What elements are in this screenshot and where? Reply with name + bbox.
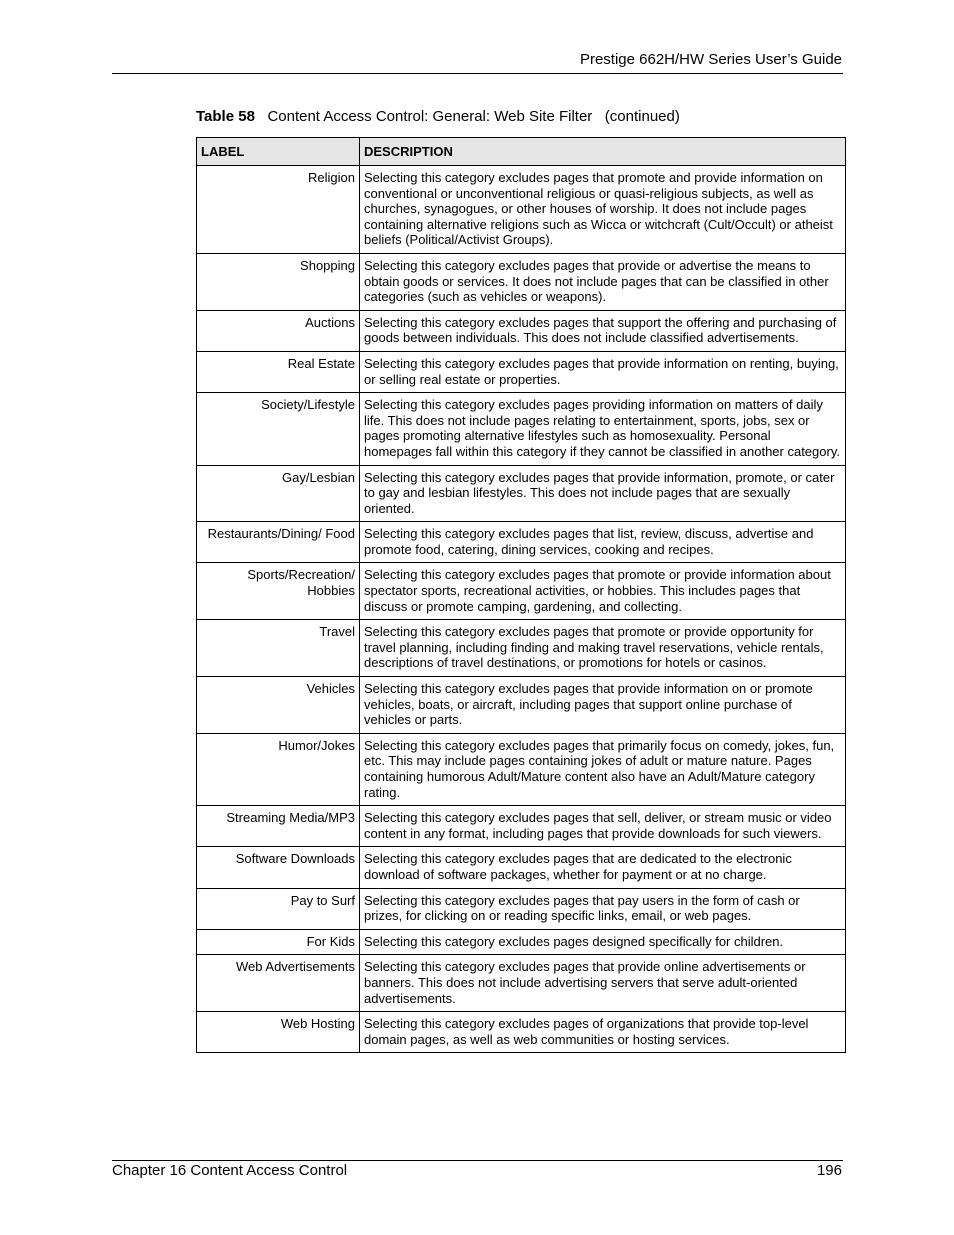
row-description: Selecting this category excludes pages that sell, deliver, or stream music or video content in any format, including pages that provide downloads for such viewers.: [360, 806, 846, 847]
row-description: Selecting this category excludes pages designed specifically for children.: [360, 929, 846, 955]
row-description: Selecting this category excludes pages that provide information on or promote vehicles, boats, or aircraft, including pages that support online purchase of vehicles or parts.: [360, 677, 846, 734]
table-row: [197, 310, 846, 351]
table-row: [197, 253, 846, 310]
table-row: [197, 465, 846, 522]
row-label: Web Advertisements: [197, 955, 360, 1012]
table-row: [197, 1012, 846, 1053]
row-description: Selecting this category excludes pages that pay users in the form of cash or prizes, for clicking on or reading specific links, email, or web pages.: [360, 888, 846, 929]
row-description: Selecting this category excludes pages that promote or provide information about spectator sports, recreational activities, or hobbies. This includes pages that discuss or promote camping, gardening, and collecting.: [360, 563, 846, 620]
row-label: Vehicles: [197, 677, 360, 734]
row-label: Pay to Surf: [197, 888, 360, 929]
label-column-header: LABEL: [197, 138, 360, 166]
row-label: Web Hosting: [197, 1012, 360, 1053]
row-label: Software Downloads: [197, 847, 360, 888]
row-description: Selecting this category excludes pages that promote and provide information on conventional or unconventional religious or quasi-religious subjects, as well as churches, synagogues, or other houses of worship. It does not include pages containing alternative religions such as Wicca or witchcraft (Cult/Occult) or atheist beliefs (Political/Activist Groups).: [360, 166, 846, 254]
page-header-title: Prestige 662H/HW Series User’s Guide: [579, 51, 842, 68]
row-description: Selecting this category excludes pages that provide information, promote, or cater to gay and lesbian lifestyles. This does not include pages that are sexually oriented.: [360, 465, 846, 522]
table-row: [197, 351, 846, 392]
table-row: [197, 955, 846, 1012]
header-divider: [112, 73, 843, 74]
table-header-row: [197, 138, 846, 166]
row-label: Streaming Media/MP3: [197, 806, 360, 847]
row-description: Selecting this category excludes pages that provide information on renting, buying, or selling real estate or properties.: [360, 351, 846, 392]
row-label: Restaurants/Dining/ Food: [197, 522, 360, 563]
table-number: Table 58: [196, 108, 255, 125]
row-description: Selecting this category excludes pages that provide online advertisements or banners. This does not include advertising servers that serve adult-oriented advertisements.: [360, 955, 846, 1012]
row-label: Real Estate: [197, 351, 360, 392]
row-description: Selecting this category excludes pages that provide or advertise the means to obtain goods or services. It does not include pages that can be classified in other categories (such as vehicles or weapons).: [360, 253, 846, 310]
row-label: Humor/Jokes: [197, 733, 360, 805]
row-label: For Kids: [197, 929, 360, 955]
table-row: [197, 620, 846, 677]
table-row: [197, 677, 846, 734]
row-description: Selecting this category excludes pages of organizations that provide top-level domain pages, as well as web communities or hosting services.: [360, 1012, 846, 1053]
row-description: Selecting this category excludes pages providing information on matters of daily life. This does not include pages relating to entertainment, sports, jobs, sex or pages promoting alternative lifestyles such as homosexuality. Personal homepages fall within this category if they cannot be classified in another category.: [360, 393, 846, 465]
web-site-filter-table: [196, 137, 846, 1053]
row-description: Selecting this category excludes pages that list, review, discuss, advertise and promote food, catering, dining services, cooking and recipes.: [360, 522, 846, 563]
table-row: [197, 929, 846, 955]
table-row: [197, 733, 846, 805]
footer-divider: [112, 1160, 843, 1161]
footer-chapter: Chapter 16 Content Access Control: [112, 1162, 348, 1179]
row-description: Selecting this category excludes pages that promote or provide opportunity for travel planning, including finding and making travel reservations, vehicle rentals, descriptions of travel destinations, or promotions for hotels or casinos.: [360, 620, 846, 677]
row-label: Sports/Recreation/ Hobbies: [197, 563, 360, 620]
row-label: Travel: [197, 620, 360, 677]
table-row: [197, 806, 846, 847]
table-row: [197, 563, 846, 620]
table-row: [197, 166, 846, 254]
row-label: Auctions: [197, 310, 360, 351]
table-row: [197, 847, 846, 888]
row-label: Religion: [197, 166, 360, 254]
table-row: [197, 522, 846, 563]
row-description: Selecting this category excludes pages that are dedicated to the electronic download of software packages, whether for payment or at no charge.: [360, 847, 846, 888]
description-column-header: DESCRIPTION: [360, 138, 846, 166]
table-row: [197, 888, 846, 929]
row-label: Gay/Lesbian: [197, 465, 360, 522]
table-title: Content Access Control: General: Web Site Filter (continued): [267, 108, 680, 125]
row-label: Shopping: [197, 253, 360, 310]
table-caption: [196, 108, 680, 126]
footer-page-number: 196: [816, 1162, 842, 1179]
row-description: Selecting this category excludes pages that primarily focus on comedy, jokes, fun, etc. This may include pages containing jokes of adult or mature nature. Pages containing humorous Adult/Mature content also have an Adult/Mature category rating.: [360, 733, 846, 805]
row-label: Society/Lifestyle: [197, 393, 360, 465]
row-description: Selecting this category excludes pages that support the offering and purchasing of goods between individuals. This does not include classified advertisements.: [360, 310, 846, 351]
table-row: [197, 393, 846, 465]
